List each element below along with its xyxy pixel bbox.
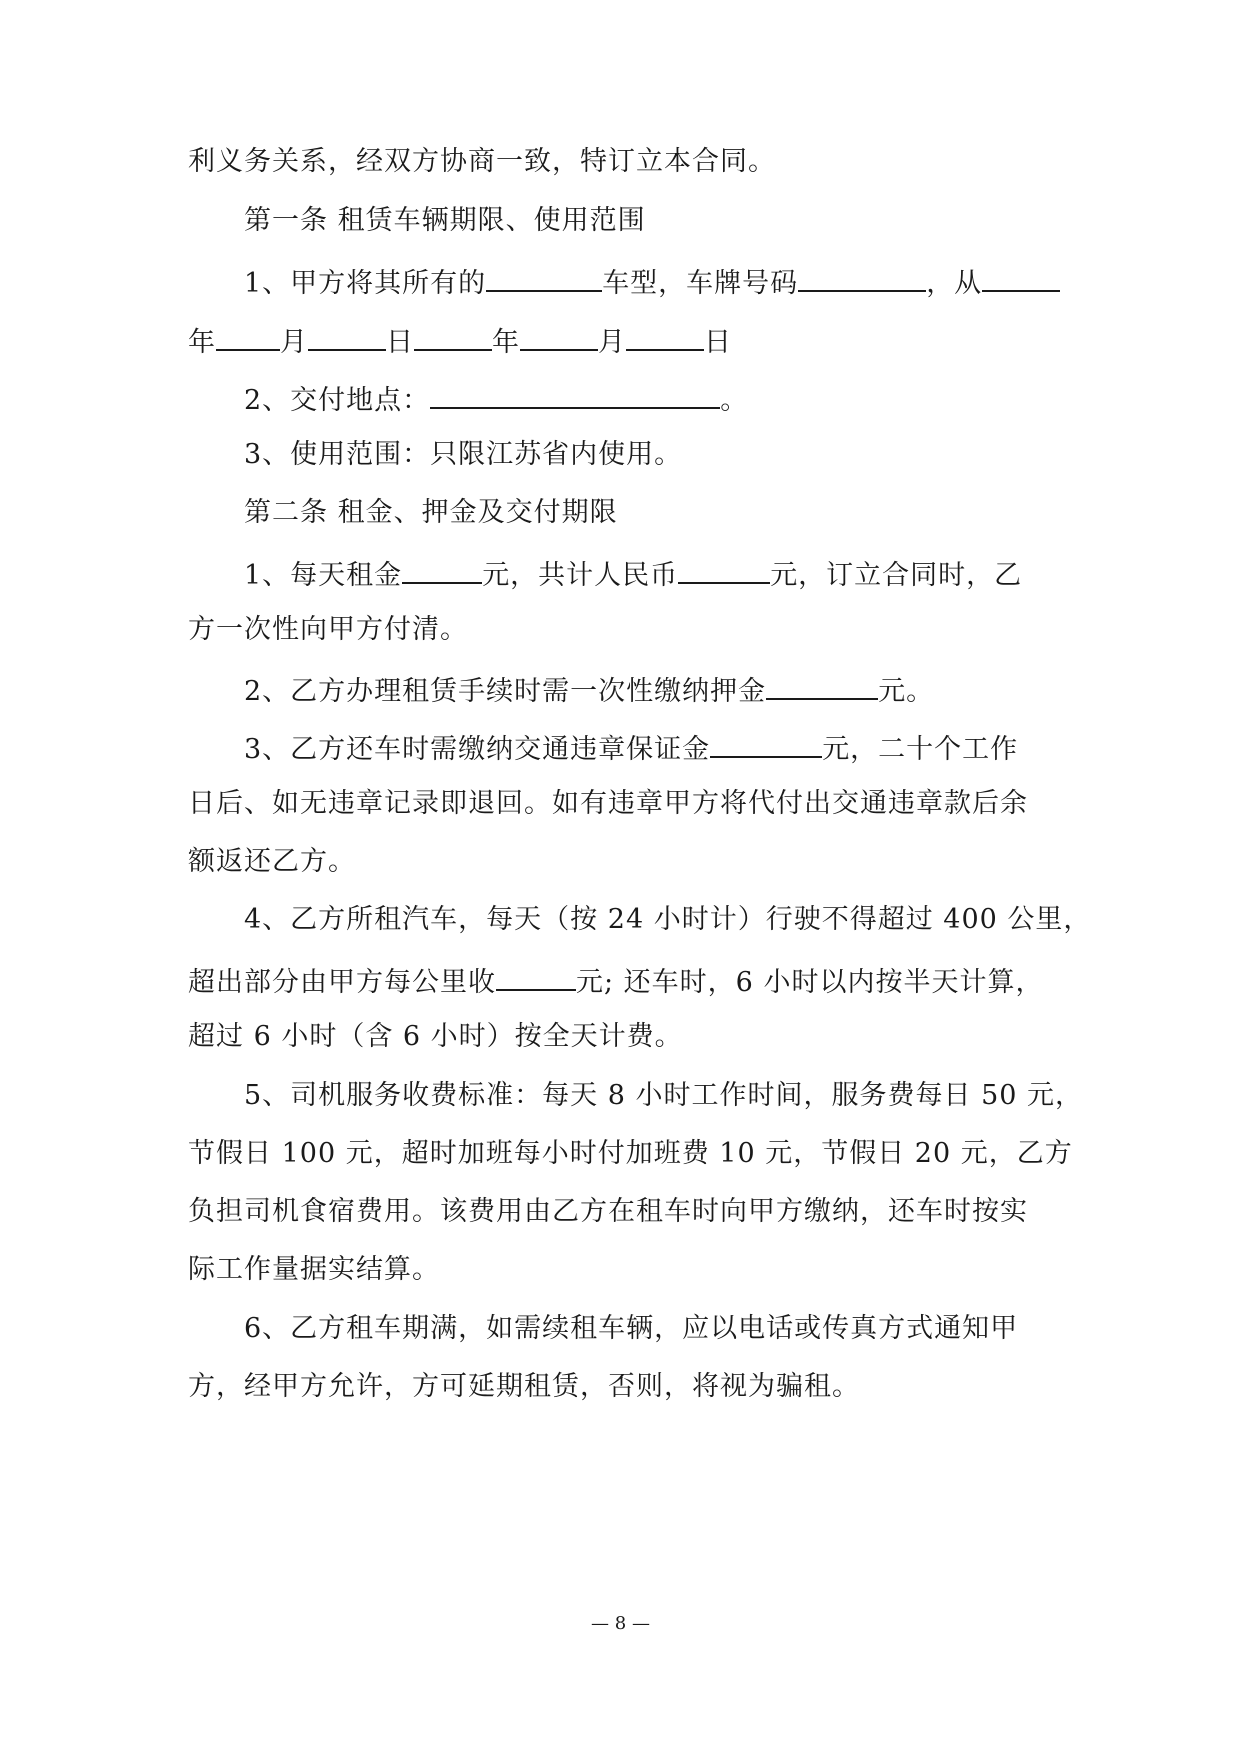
paragraph-line: 际工作量据实结算。 [188,1254,440,1285]
blank-end-year [414,319,492,351]
clause-2-2: 2、乙方办理租赁手续时需一次性缴纳押金 元。 [244,668,1078,712]
blank-end-day [626,319,704,351]
clause-2-3: 3、乙方还车时需缴纳交通违章保证金 元，二十个工作 [244,726,1078,770]
paragraph-line: 日后、如无违章记录即退回。如有违章甲方将代付出交通违章款后余 [188,788,1028,819]
paragraph-line: 方一次性向甲方付清。 [188,614,468,645]
paragraph-line: 利义务关系，经双方协商一致，特订立本合同。 [188,146,776,177]
paragraph-line: 节假日 100 元，超时加班每小时付加班费 10 元，节假日 20 元，乙方 [188,1138,1073,1169]
paragraph-line: 超出部分由甲方每公里收 元; 还车时，6 小时以内按半天计算， [188,959,1078,1003]
blank-car-model [486,260,602,292]
article-heading-2: 第二条 租金、押金及交付期限 [244,497,618,528]
paragraph-line: 方，经甲方允许，方可延期租赁，否则，将视为骗租。 [188,1371,860,1402]
paragraph-line: 额返还乙方。 [188,846,356,877]
blank-violation-deposit [710,726,822,758]
blank-deposit [766,668,878,700]
blank-start-year [982,260,1060,292]
clause-2-1: 1、每天租金 元，共计人民币 元，订立合同时，乙 [244,552,1078,596]
blank-delivery-location [430,377,720,409]
blank-per-km-fee [496,959,576,991]
clause-2-6: 6、乙方租车期满，如需续租车辆，应以电话或传真方式通知甲 [244,1313,1019,1344]
clause-2-5: 5、司机服务收费标准：每天 8 小时工作时间，服务费每日 50 元， [244,1080,1084,1111]
page-number: — 8 — [591,1613,650,1634]
article-heading-1: 第一条 租赁车辆期限、使用范围 [244,205,646,236]
blank-plate-number [798,260,926,292]
clause-1-3: 3、使用范围：只限江苏省内使用。 [244,439,683,470]
paragraph-line: 负担司机食宿费用。该费用由乙方在租车时向甲方缴纳，还车时按实 [188,1196,1028,1227]
blank-start-day [308,319,386,351]
blank-start-month [216,319,280,351]
clause-1-2: 2、交付地点： 。 [244,377,1078,421]
blank-total-amount [678,552,770,584]
blank-end-month [520,319,598,351]
clause-1-1: 1、甲方将其所有的 车型，车牌号码 ，从 [244,260,1078,304]
paragraph-line: 超过 6 小时（含 6 小时）按全天计费。 [188,1021,683,1052]
clause-2-4: 4、乙方所租汽车，每天（按 24 小时计）行驶不得超过 400 公里， [244,904,1092,935]
blank-daily-rent [402,552,482,584]
clause-1-1-dates: 年 月 日 年 月 日 [188,319,1078,363]
